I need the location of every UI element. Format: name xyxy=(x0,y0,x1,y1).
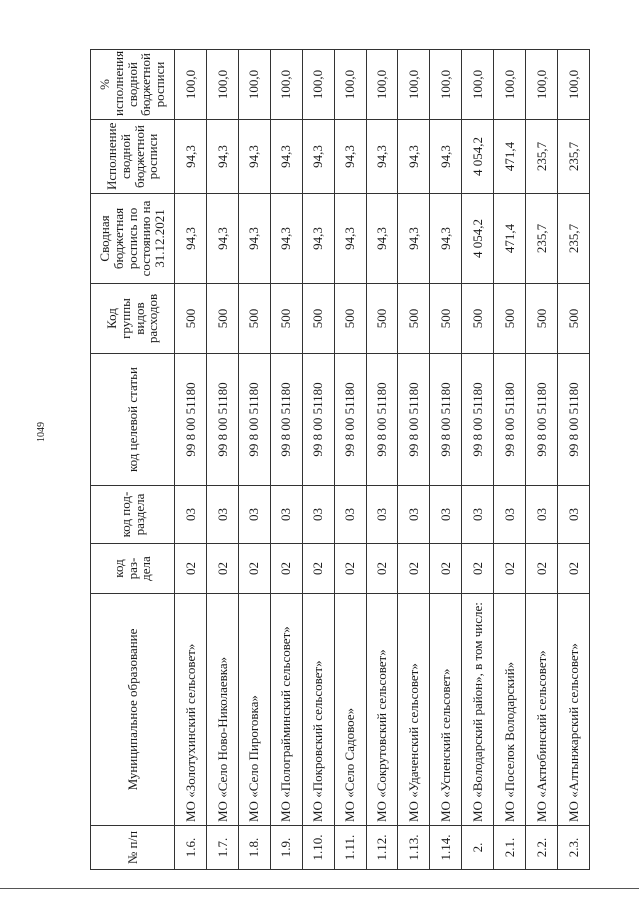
table-row xyxy=(206,50,238,870)
razdel-code: 02 xyxy=(558,544,590,594)
expense-group-code: 500 xyxy=(302,284,334,354)
budget-execution-value: 94,3 xyxy=(302,120,334,194)
budget-plan-value: 471,4 xyxy=(494,194,526,284)
budget-execution-value: 94,3 xyxy=(238,120,270,194)
header-no: № п/п xyxy=(91,826,175,870)
row-number: 2. xyxy=(462,826,494,870)
budget-plan-value: 4 054,2 xyxy=(462,194,494,284)
target-article-code: 99 8 00 51180 xyxy=(366,354,398,486)
expense-group-code: 500 xyxy=(238,284,270,354)
target-article-code: 99 8 00 51180 xyxy=(334,354,366,486)
target-article-code: 99 8 00 51180 xyxy=(206,354,238,486)
row-number: 1.14. xyxy=(430,826,462,870)
budget-plan-value: 94,3 xyxy=(430,194,462,284)
podrazdel-code: 03 xyxy=(206,486,238,544)
expense-group-code: 500 xyxy=(175,284,207,354)
razdel-code: 02 xyxy=(494,544,526,594)
target-article-code: 99 8 00 51180 xyxy=(270,354,302,486)
municipality-name: МО «Сокрутовский сельсовет» xyxy=(366,594,398,826)
target-article-code: 99 8 00 51180 xyxy=(398,354,430,486)
podrazdel-code: 03 xyxy=(366,486,398,544)
table-row xyxy=(175,50,207,870)
expense-group-code: 500 xyxy=(558,284,590,354)
budget-execution-table xyxy=(90,49,590,870)
expense-group-code: 500 xyxy=(270,284,302,354)
razdel-code: 02 xyxy=(462,544,494,594)
budget-execution-value: 94,3 xyxy=(334,120,366,194)
municipality-name: МО «Золотухинский сельсовет» xyxy=(175,594,207,826)
bottom-rule xyxy=(0,888,639,889)
podrazdel-code: 03 xyxy=(238,486,270,544)
expense-group-code: 500 xyxy=(398,284,430,354)
table-body xyxy=(175,50,590,870)
page-number: 1049 xyxy=(36,422,47,442)
row-number: 1.6. xyxy=(175,826,207,870)
budget-execution-value: 94,3 xyxy=(366,120,398,194)
execution-percent-value: 100,0 xyxy=(206,50,238,120)
podrazdel-code: 03 xyxy=(270,486,302,544)
budget-plan-value: 235,7 xyxy=(558,194,590,284)
execution-percent-value: 100,0 xyxy=(398,50,430,120)
budget-execution-value: 235,7 xyxy=(526,120,558,194)
budget-plan-value: 94,3 xyxy=(238,194,270,284)
table-row xyxy=(302,50,334,870)
execution-percent-value: 100,0 xyxy=(430,50,462,120)
row-number: 1.13. xyxy=(398,826,430,870)
header-budget-plan: Сводная бюджетная роспись по состоянию на 31.12.2021 xyxy=(91,194,175,284)
budget-plan-value: 94,3 xyxy=(206,194,238,284)
table-row xyxy=(238,50,270,870)
expense-group-code: 500 xyxy=(462,284,494,354)
header-execution-percent: % исполнения сводной бюджетной росписи xyxy=(91,50,175,120)
podrazdel-code: 03 xyxy=(334,486,366,544)
budget-execution-value: 94,3 xyxy=(430,120,462,194)
expense-group-code: 500 xyxy=(430,284,462,354)
execution-percent-value: 100,0 xyxy=(526,50,558,120)
budget-plan-value: 94,3 xyxy=(175,194,207,284)
municipality-name: МО «Удаченский сельсовет» xyxy=(398,594,430,826)
row-number: 1.8. xyxy=(238,826,270,870)
row-number: 2.2. xyxy=(526,826,558,870)
row-number: 1.11. xyxy=(334,826,366,870)
razdel-code: 02 xyxy=(526,544,558,594)
execution-percent-value: 100,0 xyxy=(494,50,526,120)
row-number: 2.3. xyxy=(558,826,590,870)
razdel-code: 02 xyxy=(270,544,302,594)
podrazdel-code: 03 xyxy=(494,486,526,544)
execution-percent-value: 100,0 xyxy=(270,50,302,120)
expense-group-code: 500 xyxy=(334,284,366,354)
header-expense-group: Код группы видов расходов xyxy=(91,284,175,354)
execution-percent-value: 100,0 xyxy=(175,50,207,120)
target-article-code: 99 8 00 51180 xyxy=(238,354,270,486)
razdel-code: 02 xyxy=(334,544,366,594)
budget-execution-value: 235,7 xyxy=(558,120,590,194)
target-article-code: 99 8 00 51180 xyxy=(302,354,334,486)
podrazdel-code: 03 xyxy=(175,486,207,544)
municipality-name: МО «Володарский район», в том числе: xyxy=(462,594,494,826)
header-razdel: код раз-дела xyxy=(91,544,175,594)
podrazdel-code: 03 xyxy=(430,486,462,544)
execution-percent-value: 100,0 xyxy=(462,50,494,120)
budget-execution-value: 471,4 xyxy=(494,120,526,194)
table-row xyxy=(526,50,558,870)
budget-plan-value: 235,7 xyxy=(526,194,558,284)
municipality-name: МО «Село Садовое» xyxy=(334,594,366,826)
expense-group-code: 500 xyxy=(206,284,238,354)
target-article-code: 99 8 00 51180 xyxy=(175,354,207,486)
execution-percent-value: 100,0 xyxy=(238,50,270,120)
table-row xyxy=(558,50,590,870)
target-article-code: 99 8 00 51180 xyxy=(526,354,558,486)
target-article-code: 99 8 00 51180 xyxy=(462,354,494,486)
municipality-name: МО «Село Ново-Николаевка» xyxy=(206,594,238,826)
table-row xyxy=(430,50,462,870)
row-number: 2.1. xyxy=(494,826,526,870)
municipality-name: МО «Село Пироговка» xyxy=(238,594,270,826)
razdel-code: 02 xyxy=(238,544,270,594)
target-article-code: 99 8 00 51180 xyxy=(494,354,526,486)
razdel-code: 02 xyxy=(366,544,398,594)
budget-plan-value: 94,3 xyxy=(398,194,430,284)
municipality-name: МО «Поселок Володарский» xyxy=(494,594,526,826)
target-article-code: 99 8 00 51180 xyxy=(558,354,590,486)
municipality-name: МО «Покровский сельсовет» xyxy=(302,594,334,826)
budget-plan-value: 94,3 xyxy=(334,194,366,284)
municipality-name: МО «Успенский сельсовет» xyxy=(430,594,462,826)
razdel-code: 02 xyxy=(398,544,430,594)
table-row xyxy=(270,50,302,870)
row-number: 1.9. xyxy=(270,826,302,870)
execution-percent-value: 100,0 xyxy=(366,50,398,120)
budget-plan-value: 94,3 xyxy=(302,194,334,284)
expense-group-code: 500 xyxy=(526,284,558,354)
row-number: 1.10. xyxy=(302,826,334,870)
execution-percent-value: 100,0 xyxy=(558,50,590,120)
podrazdel-code: 03 xyxy=(302,486,334,544)
table-header-row xyxy=(91,50,175,870)
podrazdel-code: 03 xyxy=(398,486,430,544)
budget-plan-value: 94,3 xyxy=(270,194,302,284)
budget-execution-value: 94,3 xyxy=(270,120,302,194)
budget-plan-value: 94,3 xyxy=(366,194,398,284)
municipality-name: МО «Актюбинский сельсовет» xyxy=(526,594,558,826)
row-number: 1.7. xyxy=(206,826,238,870)
header-municipality: Муниципальное образование xyxy=(91,594,175,826)
podrazdel-code: 03 xyxy=(462,486,494,544)
header-target-article: код целевой статьи xyxy=(91,354,175,486)
razdel-code: 02 xyxy=(302,544,334,594)
table-row xyxy=(366,50,398,870)
row-number: 1.12. xyxy=(366,826,398,870)
budget-execution-value: 94,3 xyxy=(398,120,430,194)
municipality-name: МО «Алтынжарский сельсовет» xyxy=(558,594,590,826)
municipality-name: МО «Полограйминский сельсовет» xyxy=(270,594,302,826)
table-row xyxy=(398,50,430,870)
execution-percent-value: 100,0 xyxy=(334,50,366,120)
razdel-code: 02 xyxy=(430,544,462,594)
expense-group-code: 500 xyxy=(494,284,526,354)
table-row xyxy=(494,50,526,870)
target-article-code: 99 8 00 51180 xyxy=(430,354,462,486)
execution-percent-value: 100,0 xyxy=(302,50,334,120)
header-podrazdel: код под-раздела xyxy=(91,486,175,544)
budget-execution-value: 4 054,2 xyxy=(462,120,494,194)
budget-execution-value: 94,3 xyxy=(206,120,238,194)
razdel-code: 02 xyxy=(175,544,207,594)
podrazdel-code: 03 xyxy=(558,486,590,544)
budget-table-container xyxy=(90,50,590,870)
expense-group-code: 500 xyxy=(366,284,398,354)
budget-execution-value: 94,3 xyxy=(175,120,207,194)
table-row xyxy=(462,50,494,870)
podrazdel-code: 03 xyxy=(526,486,558,544)
razdel-code: 02 xyxy=(206,544,238,594)
header-budget-execution: Исполнение сводной бюджетной росписи xyxy=(91,120,175,194)
table-row xyxy=(334,50,366,870)
